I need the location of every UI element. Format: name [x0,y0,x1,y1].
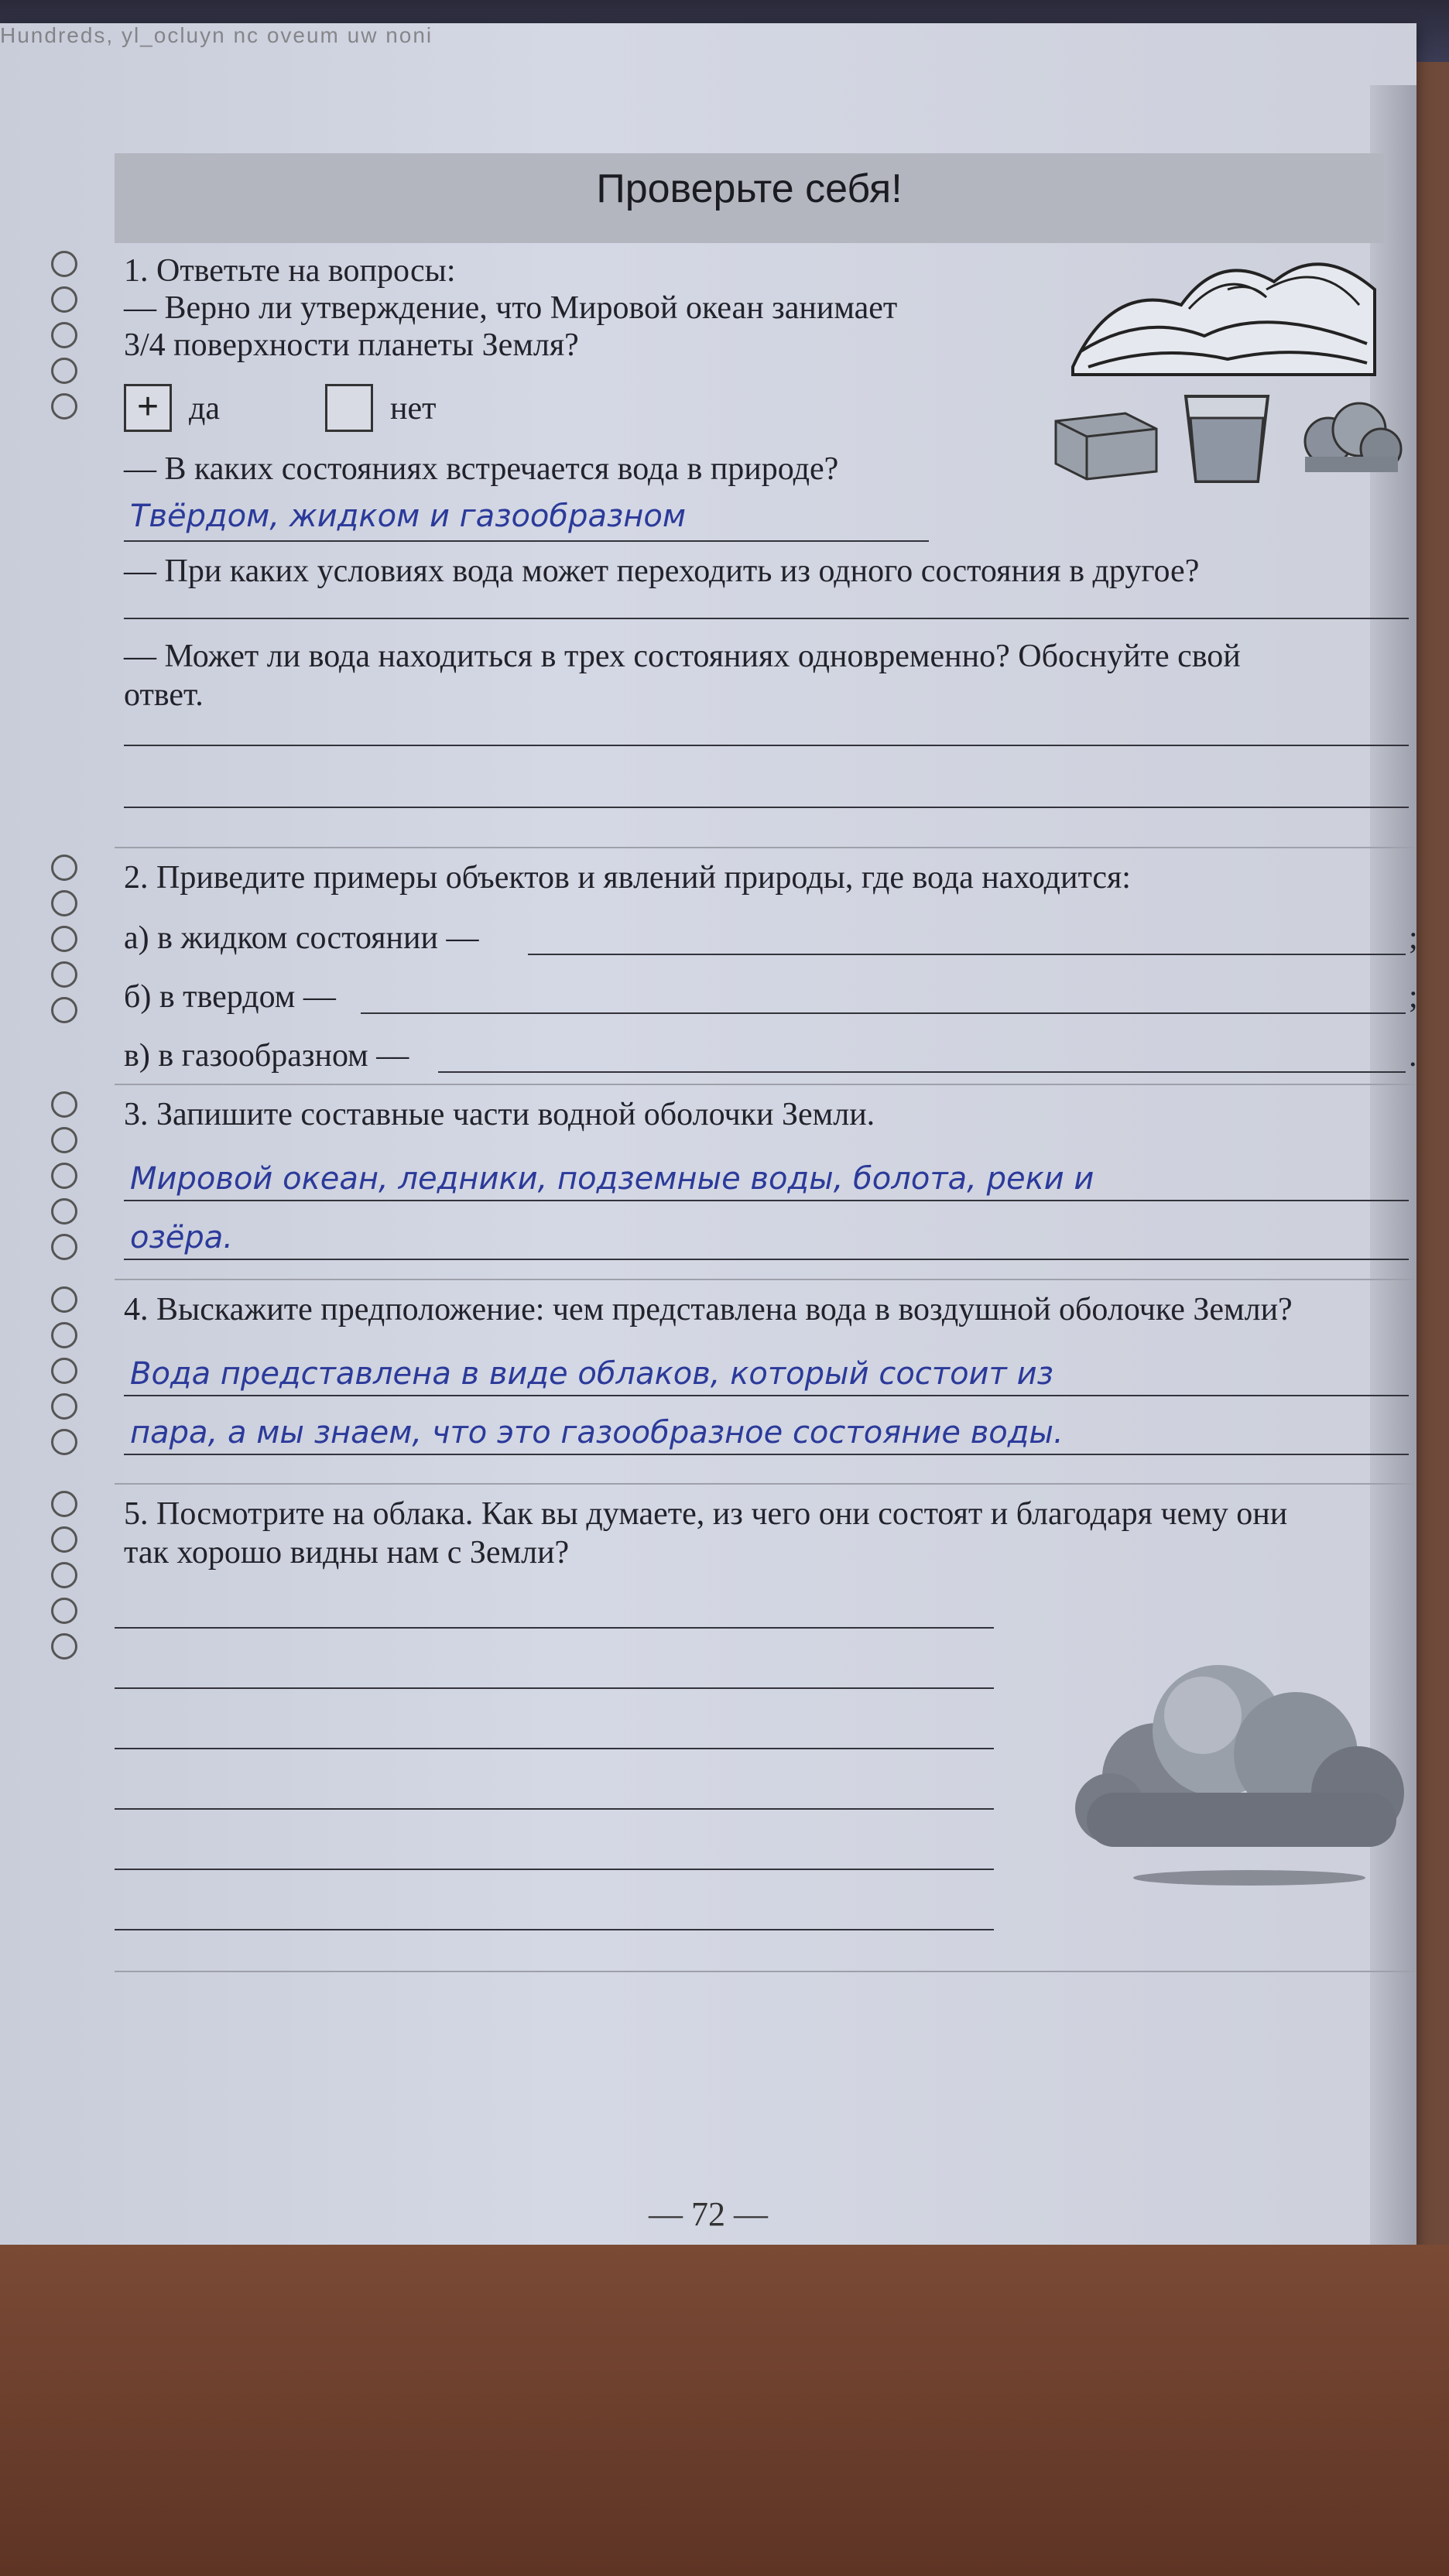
circle-1[interactable] [51,1091,77,1118]
q4-answer-line-2: пара, а мы знаем, что это газообразное состояние воды. [130,1415,1064,1451]
circle-1[interactable] [51,855,77,881]
answer-line-b[interactable] [361,1012,1406,1014]
circle-3[interactable] [51,1163,77,1189]
ocean-wave-icon [1065,235,1390,382]
circle-4[interactable] [51,1393,77,1420]
answer-line[interactable] [124,745,1409,746]
page-number: — 72 — [649,2195,768,2233]
circle-4[interactable] [51,1198,77,1225]
circle-1[interactable] [51,251,77,277]
circle-2[interactable] [51,1322,77,1348]
answer-line[interactable] [124,1395,1409,1396]
answer-line[interactable] [115,1687,994,1689]
question-3 [115,1084,1415,1280]
yes-label: да [189,391,221,426]
answer-line-a[interactable] [528,954,1406,955]
answer-line[interactable] [124,807,1409,808]
answer-line[interactable] [124,1454,1409,1455]
q1-line-7: ответ. [124,677,204,713]
q1-answer-states: Твёрдом, жидком и газообразном [130,498,687,534]
answer-line-c[interactable] [438,1071,1406,1073]
workbook-page [0,23,1416,2338]
water-glass-icon [1177,387,1277,488]
answer-line[interactable] [115,1869,994,1870]
answer-line[interactable] [115,1627,994,1629]
q2-end-b: ; [1409,979,1418,1015]
q1-line-2: — Верно ли утверждение, что Мировой океан занимает [124,290,898,326]
answer-circles [51,251,77,429]
circle-3[interactable] [51,322,77,348]
no-checkbox[interactable] [325,384,373,432]
circle-1[interactable] [51,1286,77,1313]
circle-3[interactable] [51,1562,77,1588]
question-4 [115,1279,1415,1485]
yes-checkbox[interactable]: + [124,384,172,432]
circle-1[interactable] [51,1491,77,1517]
top-strip-text: Hundreds, yl_ocluyn nc oveum uw noni [0,23,433,47]
answer-line[interactable] [124,618,1409,619]
desk-surface [0,2245,1449,2576]
circle-2[interactable] [51,1127,77,1153]
circle-5[interactable] [51,1429,77,1455]
q2-item-a: а) в жидком состоянии — [124,920,479,956]
circle-5[interactable] [51,997,77,1023]
circle-4[interactable] [51,961,77,988]
answer-line[interactable] [124,540,929,542]
answer-line[interactable] [124,1200,1409,1201]
circle-4[interactable] [51,1598,77,1624]
circle-5[interactable] [51,1633,77,1660]
question-2 [115,847,1418,1085]
q1-line-4: — В каких состояниях встречается вода в природе? [124,451,839,487]
ice-cube-icon [1040,398,1164,483]
page-title: Проверьте себя! [596,166,903,211]
q2-item-b: б) в твердом — [124,979,336,1015]
q2-end-a: ; [1409,920,1418,956]
q2-line-1: 2. Приведите примеры объектов и явлений природы, где вода находится: [124,860,1131,896]
answer-line[interactable] [115,1929,994,1930]
q3-line-1: 3. Запишите составные части водной оболочки Земли. [124,1097,875,1132]
q4-line-1: 4. Выскажите предположение: чем представлена вода в воздушной оболочке Земли? [124,1292,1293,1327]
circle-2[interactable] [51,1526,77,1553]
answer-line[interactable] [124,1259,1409,1260]
q1-line-5: — При каких условиях вода может переходить из одного состояния в другое? [124,553,1200,589]
answer-circles [51,1286,77,1464]
circle-5[interactable] [51,393,77,420]
q2-end-c: . [1409,1038,1417,1074]
no-label: нет [390,391,437,426]
q4-answer-line-1: Вода представлена в виде облаков, который состоит из [130,1356,1053,1392]
circle-5[interactable] [51,1234,77,1260]
q1-line-3: 3/4 поверхности планеты Земля? [124,327,579,363]
cloud-icon [1064,1646,1427,1893]
question-5 [115,1483,1415,1972]
answer-circles [51,1491,77,1669]
circle-3[interactable] [51,926,77,952]
circle-3[interactable] [51,1358,77,1384]
title-bar [115,153,1384,243]
q2-item-c: в) в газообразном — [124,1038,409,1074]
answer-circles [51,1091,77,1269]
q1-line-6: — Может ли вода находиться в трех состояниях одновременно? Обоснуйте свой [124,639,1241,674]
steam-cloud-icon [1290,395,1406,480]
q1-line-1: 1. Ответьте на вопросы: [124,253,456,289]
circle-4[interactable] [51,358,77,384]
question-1 [115,243,1415,848]
q5-line-1: 5. Посмотрите на облака. Как вы думаете, из чего они состоят и благодаря чему они [124,1496,1288,1532]
answer-line[interactable] [115,1808,994,1810]
q3-answer-line-1: Мировой океан, ледники, подземные воды, болота, реки и [130,1161,1094,1197]
q5-line-2: так хорошо видны нам с Земли? [124,1535,570,1571]
q3-answer-line-2: озёра. [130,1220,233,1255]
answer-circles [51,855,77,1033]
answer-line[interactable] [115,1748,994,1749]
circle-2[interactable] [51,286,77,313]
circle-2[interactable] [51,890,77,916]
